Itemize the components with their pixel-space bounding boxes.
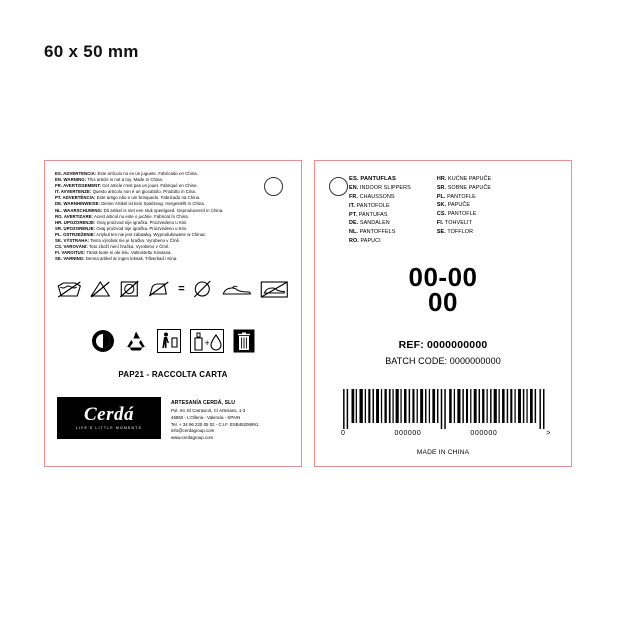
brand-tagline: LIFE'S LITTLE MOMENTS: [76, 426, 142, 431]
warning-line: PL. OSTRZEŻENIE: Artykuł ten nie jest zabawką. Wyprodukowane w Chinac.: [55, 231, 207, 237]
reference-number: REF: 0000000000: [398, 339, 488, 351]
translation-item: RO. PAPUCI: [349, 237, 381, 244]
brand-logo: [57, 397, 161, 439]
size-code-secondary: 00: [428, 287, 458, 317]
translation-item: IT. PANTOFOLE: [349, 202, 390, 209]
address-line: 46850 - L'Olleria - Valencia - SPAIN: [171, 414, 241, 420]
clean-with-damp-cloth-icon: [221, 279, 253, 299]
recycling-symbols-row: [91, 329, 255, 353]
do-not-tumble-dry-icon: [118, 279, 140, 299]
translation-item: FI. TOHVELIT: [436, 219, 472, 226]
equals-sign: =: [178, 283, 185, 295]
batch-code: BATCH CODE: 0000000000: [385, 356, 501, 366]
do-not-iron-icon: [147, 279, 171, 299]
left-label-card: [44, 160, 302, 467]
detergent-plus-water-icon: [190, 329, 224, 353]
barcode-right-digit: >: [546, 430, 551, 437]
translation-item: SK. PAPUČE: [436, 202, 471, 209]
brand-footer: [57, 397, 291, 442]
pap-recycling-text: PAP21 - RACCOLTA CARTA: [118, 370, 228, 379]
address-line: Pol. Int. El Carrascot, C/ Artesans, 1-3: [171, 407, 246, 413]
multilingual-warning-block: [55, 171, 251, 262]
hang-hole-icon: [264, 177, 283, 196]
do-not-wash-icon: [56, 279, 82, 299]
do-not-soak-icon: [260, 279, 290, 299]
company-name: ARTESANÍA CERDÁ, SLU: [171, 400, 236, 406]
product-name-translations: [327, 171, 561, 246]
warning-line: DE. WARNHINWEISE: Dieser Artikel ist kein Spielzeug. Hergestellt in China.: [55, 201, 206, 207]
hang-hole-icon: [329, 177, 348, 196]
mobius-loop-recycle-icon: [124, 329, 148, 353]
company-email[interactable]: info@cerdagroup.com: [171, 428, 215, 434]
made-in-text: MADE IN CHINA: [416, 449, 470, 456]
warning-line: CS. VAROVÁNÍ: Toto zboží není hračka. Vyrobeno v Číně.: [55, 244, 170, 250]
translation-item: DE. SANDALEN: [349, 220, 390, 227]
warning-line: SK. VÝSTRAHA: Tento výrobok nie je hračka. Vyrobeno v Číně.: [55, 238, 181, 244]
keep-clean-bin-icon: [157, 329, 181, 353]
green-dot-icon: [91, 329, 115, 353]
barcode-area: [341, 389, 551, 437]
warning-line: SE. VARNING: Denna artikel är ingen leksak. Tillverkad i Kina.: [55, 256, 178, 262]
barcode-icon: [341, 389, 551, 429]
do-not-dry-clean-icon: [192, 279, 214, 299]
company-website[interactable]: www.cerdagroup.com: [171, 435, 214, 441]
warning-line: NL. WAARSCHUWING: Dit artikel is niet een stuk speelgoed. Geproduceerd in China.: [55, 207, 224, 213]
warning-line: EN. WARNING: This article is not a toy. Made in China.: [55, 177, 164, 183]
right-label-card: [314, 160, 572, 467]
separate-waste-bin-icon: [233, 329, 255, 353]
barcode-group-1: 000000: [394, 430, 422, 437]
company-address: [171, 397, 258, 442]
translation-item: HR. KUĆNE PAPUČE: [436, 176, 492, 182]
translation-item: EN. INDOOR SLIPPERS: [349, 185, 411, 192]
do-not-bleach-icon: [89, 279, 111, 299]
translation-item: ES. PANTUFLAS: [349, 176, 396, 182]
translation-item: PT. PANTUFAS: [349, 211, 388, 218]
translation-item: FR. CHAUSSONS: [349, 194, 395, 201]
care-symbols-row: [56, 279, 289, 299]
warning-line: HR. UPOZORENJE: Ovaj proizvod nije igračka. Proizvedeno u Kini.: [55, 219, 188, 225]
warning-line: FR. AVERTISSEMENT: Cet article n'est pas un jouet. Fabriqué en Chine.: [55, 183, 198, 189]
svg-text:+: +: [204, 338, 210, 348]
translation-item: SR. SOBNE PAPUČE: [436, 184, 492, 191]
translations-column-1: [349, 175, 411, 246]
translation-item: PL. PANTOFLE: [436, 193, 476, 200]
warning-line: PT. ADVERTÊNCIA: Este artigo não e um brinquedo. Fabricado na China.: [55, 195, 201, 201]
page-title: 60 x 50 mm: [44, 42, 139, 61]
size-code-primary: 00-00: [408, 262, 478, 292]
warning-line: RO. AVERTIZARE: Acest articol nu este o jucărie. Fabricat în China.: [55, 213, 189, 219]
translation-item: SE. TOFFLOR: [436, 228, 474, 235]
warning-line: FI. VAROITUS: Tämä tuote ei ole lelu. Valmistettu Kiinassa.: [55, 250, 172, 256]
translation-item: CS. PANTOFLE: [436, 211, 477, 217]
translations-column-2: [437, 175, 492, 246]
brand-name: Cerdá: [84, 404, 134, 426]
warning-line: IT. AVVERTENZE: Questo articolo non è un giocattolo. Prodotto in Cina.: [55, 189, 197, 195]
label-sheet: [44, 160, 577, 467]
address-line: Tel. + 34 96 220 05 02 - C.I.F. ESB46206991: [171, 421, 259, 427]
barcode-group-2: 000000: [470, 430, 498, 437]
translation-item: NL. PANTOFFELS: [349, 229, 396, 236]
warning-line: ES. ADVERTENCIA: Este artículo no es un juguete. Fabricado en China.: [55, 171, 198, 176]
warning-line: SR. UPOZORENJE: Ovaj proizvod nije igračka. Proizvedeno u Kini.: [55, 225, 188, 231]
barcode-digits: [341, 429, 551, 437]
barcode-left-digit: 0: [341, 430, 346, 437]
